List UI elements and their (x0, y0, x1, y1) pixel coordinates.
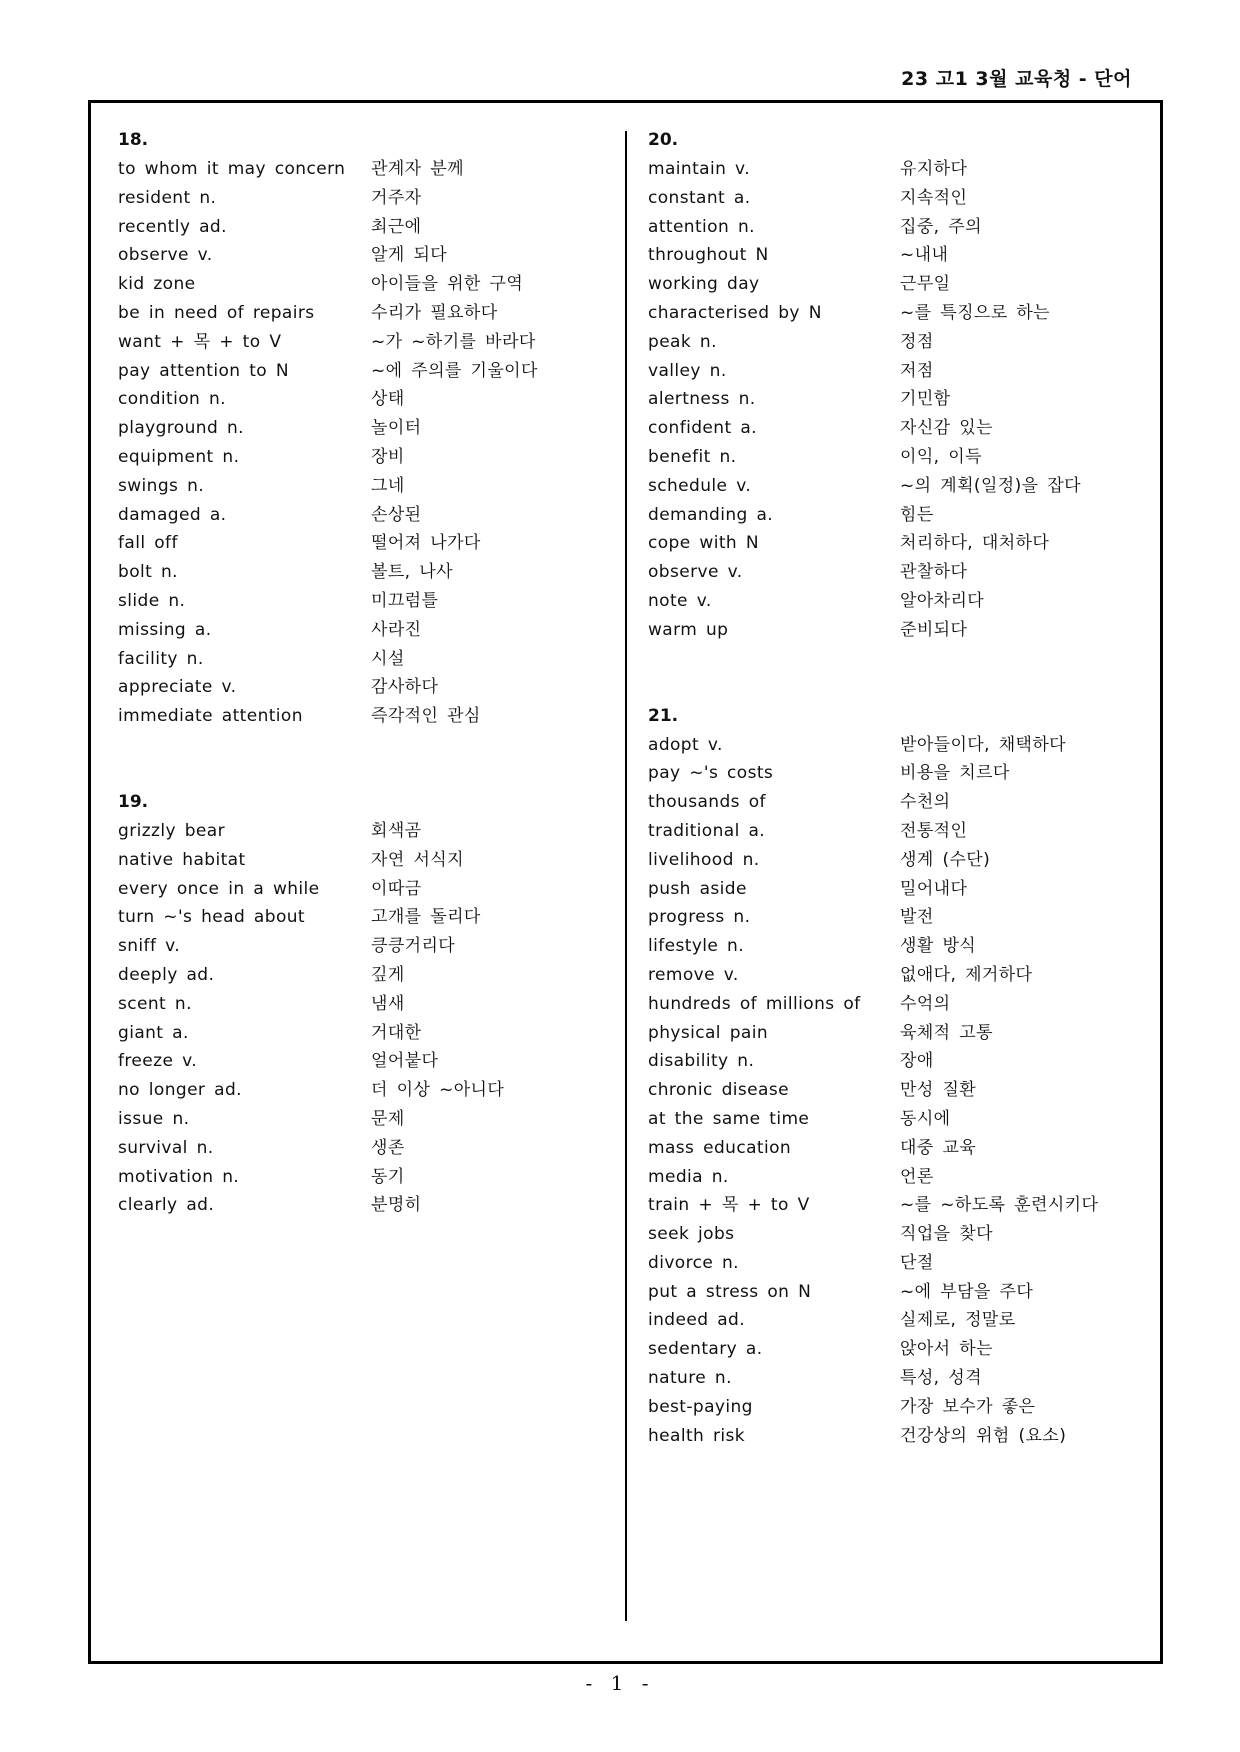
korean-meaning: 전통적인 (900, 820, 968, 841)
vocab-row (648, 817, 1148, 846)
section-title: 19. (118, 791, 149, 812)
korean-meaning: ~내내 (900, 245, 949, 266)
korean-meaning: 떨어져 나가다 (371, 533, 481, 554)
korean-meaning: 깊게 (371, 964, 405, 985)
vocab-row (118, 645, 618, 674)
korean-meaning: 동기 (371, 1166, 405, 1187)
korean-meaning: 분명히 (371, 1195, 422, 1216)
korean-meaning: 수리가 필요하다 (371, 302, 498, 323)
english-term: mass education (648, 1137, 792, 1158)
english-term: slide n. (118, 590, 186, 611)
vocab-row (648, 731, 1148, 760)
korean-meaning: 손상된 (371, 504, 422, 525)
english-term: traditional a. (648, 820, 766, 841)
vocab-row (648, 1422, 1148, 1451)
english-term: confident a. (648, 418, 757, 439)
korean-meaning: 관계자 분께 (371, 159, 464, 179)
vocab-row (648, 385, 1148, 414)
english-term: seek jobs (648, 1224, 735, 1245)
korean-meaning: 가장 보수가 좋은 (900, 1396, 1036, 1417)
english-term: be in need of repairs (118, 302, 315, 323)
vocab-row (648, 903, 1148, 932)
english-term: recently ad. (118, 216, 227, 237)
english-term: sniff v. (118, 936, 181, 957)
english-term: observe v. (648, 562, 743, 583)
english-term: motivation n. (118, 1166, 240, 1187)
korean-meaning: 문제 (371, 1108, 405, 1129)
vocab-row (648, 990, 1148, 1019)
vocab-row (118, 529, 618, 558)
english-term: best-paying (648, 1396, 753, 1417)
korean-meaning: ~에 부담을 주다 (900, 1281, 1034, 1302)
vocab-row (648, 558, 1148, 587)
korean-meaning: 장비 (371, 446, 405, 467)
vocab-row (648, 1019, 1148, 1048)
section-gap (118, 731, 618, 788)
english-term: kid zone (118, 274, 196, 295)
english-term: every once in a while (118, 878, 320, 899)
korean-meaning: 즉각적인 관심 (371, 706, 481, 727)
english-term: peak n. (648, 331, 717, 352)
english-term: benefit n. (648, 446, 737, 467)
english-term: constant a. (648, 187, 751, 208)
english-term: missing a. (118, 619, 212, 640)
korean-meaning: 정점 (900, 331, 934, 352)
korean-meaning: 유지하다 (900, 159, 968, 179)
english-term: want + 목 + to V (118, 331, 282, 352)
vocab-row (118, 1019, 618, 1048)
english-term: immediate attention (118, 706, 303, 727)
korean-meaning: 준비되다 (900, 619, 968, 640)
vocab-row (648, 875, 1148, 904)
english-term: native habitat (118, 849, 246, 870)
korean-meaning: 앉아서 하는 (900, 1339, 993, 1360)
vocab-list (118, 817, 618, 1220)
vocab-row (118, 241, 618, 270)
english-term: turn ~'s head about (118, 907, 305, 928)
english-term: train + 목 + to V (648, 1195, 810, 1216)
english-term: working day (648, 274, 760, 295)
vocab-row (118, 299, 618, 328)
vocab-row (118, 558, 618, 587)
english-term: facility n. (118, 648, 204, 669)
english-term: cope with N (648, 533, 759, 554)
vocab-row (648, 1191, 1148, 1220)
korean-meaning: 지속적인 (900, 187, 968, 208)
korean-meaning: ~가 ~하기를 바라다 (371, 331, 536, 352)
vocab-row (648, 587, 1148, 616)
vocab-row (118, 990, 618, 1019)
korean-meaning: 알게 되다 (371, 245, 448, 266)
page-number: - 1 - (585, 1671, 655, 1695)
vocab-row (648, 1306, 1148, 1335)
vocab-row (648, 1220, 1148, 1249)
english-term: thousands of (648, 792, 766, 813)
english-term: survival n. (118, 1137, 214, 1158)
korean-meaning: 고개를 돌리다 (371, 907, 481, 928)
vocab-row (648, 1249, 1148, 1278)
vocab-row (118, 1134, 618, 1163)
vocab-row (118, 1105, 618, 1134)
korean-meaning: 받아들이다, 채택하다 (900, 734, 1067, 755)
english-term: resident n. (118, 187, 217, 208)
vocab-row (648, 932, 1148, 961)
vocab-row (648, 501, 1148, 530)
vocab-row (648, 328, 1148, 357)
vocab-row (118, 184, 618, 213)
korean-meaning: 거주자 (371, 187, 422, 208)
english-term: chronic disease (648, 1080, 789, 1101)
english-term: schedule v. (648, 475, 752, 496)
vocab-row (648, 1278, 1148, 1307)
korean-meaning: ~를 ~하도록 훈련시키다 (900, 1195, 1099, 1216)
vocab-row (648, 155, 1148, 184)
vocab-row (648, 270, 1148, 299)
vocab-list (648, 731, 1148, 1451)
vocab-row (648, 846, 1148, 875)
vocab-row (648, 241, 1148, 270)
english-term: health risk (648, 1425, 746, 1446)
english-term: demanding a. (648, 504, 774, 525)
korean-meaning: 언론 (900, 1166, 934, 1187)
korean-meaning: 근무일 (900, 274, 951, 295)
korean-meaning: 대중 교육 (900, 1137, 977, 1158)
vocab-row (118, 587, 618, 616)
english-term: playground n. (118, 418, 244, 439)
vocab-row (118, 155, 618, 184)
korean-meaning: 알아차리다 (900, 590, 985, 611)
korean-meaning: 냄새 (371, 993, 405, 1014)
english-term: scent n. (118, 993, 192, 1014)
korean-meaning: 거대한 (371, 1022, 422, 1043)
korean-meaning: 단절 (900, 1252, 934, 1273)
section-title: 20. (648, 130, 679, 150)
english-term: throughout N (648, 245, 769, 266)
english-term: observe v. (118, 245, 213, 266)
english-term: grizzly bear (118, 820, 225, 841)
section-title: 21. (648, 705, 679, 726)
english-term: hundreds of millions of (648, 993, 861, 1014)
english-term: lifestyle n. (648, 936, 745, 957)
korean-meaning: 힘든 (900, 504, 934, 525)
korean-meaning: 기민함 (900, 389, 951, 410)
vocab-row (118, 357, 618, 386)
korean-meaning: 실제로, 정말로 (900, 1310, 1016, 1331)
korean-meaning: 더 이상 ~아니다 (371, 1080, 505, 1101)
korean-meaning: 시설 (371, 648, 405, 669)
korean-meaning: 장애 (900, 1051, 934, 1072)
korean-meaning: 생계 (수단) (900, 849, 991, 870)
korean-meaning: 없애다, 제거하다 (900, 964, 1033, 985)
korean-meaning: 자신감 있는 (900, 418, 993, 439)
korean-meaning: 밀어내다 (900, 878, 968, 899)
section-title: 18. (118, 130, 149, 150)
korean-meaning: 만성 질환 (900, 1080, 977, 1101)
section-20 (648, 126, 1148, 645)
column-divider (625, 131, 627, 1621)
korean-meaning: 수억의 (900, 993, 951, 1014)
right-column (648, 126, 1148, 1450)
korean-meaning: ~를 특징으로 하는 (900, 302, 1051, 323)
english-term: sedentary a. (648, 1339, 763, 1360)
english-term: physical pain (648, 1022, 769, 1043)
section-21 (648, 702, 1148, 1451)
korean-meaning: 최근에 (371, 216, 422, 237)
left-column (118, 126, 618, 1220)
korean-meaning: 특성, 성격 (900, 1368, 982, 1389)
vocab-row (648, 1134, 1148, 1163)
vocab-row (648, 1364, 1148, 1393)
section-18 (118, 126, 618, 731)
english-term: adopt v. (648, 734, 723, 755)
section-gap (648, 645, 1148, 702)
korean-meaning: 그네 (371, 475, 405, 496)
vocab-row (118, 1191, 618, 1220)
vocab-row (648, 184, 1148, 213)
english-term: push aside (648, 878, 747, 899)
korean-meaning: 집중, 주의 (900, 216, 982, 237)
english-term: clearly ad. (118, 1195, 215, 1216)
english-term: pay ~'s costs (648, 763, 774, 784)
korean-meaning: 자연 서식지 (371, 849, 464, 870)
english-term: issue n. (118, 1108, 190, 1129)
korean-meaning: 이익, 이득 (900, 446, 982, 467)
vocab-row (118, 1163, 618, 1192)
vocab-row (118, 1047, 618, 1076)
korean-meaning: 수천의 (900, 792, 951, 813)
korean-meaning: 생활 방식 (900, 936, 977, 957)
vocab-row (118, 702, 618, 731)
document-title: 23 고1 3월 교육청 - 단어 (901, 68, 1132, 90)
vocab-row (648, 1393, 1148, 1422)
vocab-row (648, 529, 1148, 558)
english-term: to whom it may concern (118, 159, 346, 179)
korean-meaning: 볼트, 나사 (371, 562, 453, 583)
korean-meaning: 사라진 (371, 619, 422, 640)
vocab-row (118, 1076, 618, 1105)
korean-meaning: 건강상의 위험 (요소) (900, 1425, 1067, 1446)
vocab-row (118, 328, 618, 357)
english-term: progress n. (648, 907, 751, 928)
vocab-row (118, 385, 618, 414)
english-term: maintain v. (648, 159, 751, 179)
vocab-row (118, 213, 618, 242)
vocab-row (648, 443, 1148, 472)
korean-meaning: 회색곰 (371, 820, 422, 841)
english-term: nature n. (648, 1368, 732, 1389)
vocab-row (648, 1105, 1148, 1134)
vocab-row (648, 961, 1148, 990)
vocab-row (118, 932, 618, 961)
korean-meaning: 비용을 치르다 (900, 763, 1010, 784)
vocab-row (118, 472, 618, 501)
vocab-row (648, 414, 1148, 443)
vocab-row (118, 616, 618, 645)
vocab-row (118, 817, 618, 846)
vocab-row (118, 846, 618, 875)
vocab-row (648, 299, 1148, 328)
section-19 (118, 788, 618, 1220)
vocab-row (648, 1335, 1148, 1364)
vocab-list (648, 155, 1148, 645)
korean-meaning: 상태 (371, 389, 405, 410)
english-term: at the same time (648, 1108, 810, 1129)
korean-meaning: 얼어붙다 (371, 1051, 439, 1072)
korean-meaning: 관찰하다 (900, 562, 968, 583)
vocab-row (118, 414, 618, 443)
english-term: no longer ad. (118, 1080, 242, 1101)
korean-meaning: 직업을 찾다 (900, 1224, 993, 1245)
vocab-row (648, 616, 1148, 645)
vocab-row (648, 357, 1148, 386)
english-term: attention n. (648, 216, 755, 237)
vocab-row (648, 1047, 1148, 1076)
korean-meaning: 발전 (900, 907, 934, 928)
korean-meaning: 생존 (371, 1137, 405, 1158)
english-term: valley n. (648, 360, 727, 381)
korean-meaning: 이따금 (371, 878, 422, 899)
vocab-row (648, 1163, 1148, 1192)
english-term: alertness n. (648, 389, 756, 410)
english-term: appreciate v. (118, 677, 237, 698)
vocab-row (648, 1076, 1148, 1105)
vocab-row (118, 673, 618, 702)
korean-meaning: 감사하다 (371, 677, 439, 698)
vocab-list (118, 155, 618, 731)
english-term: warm up (648, 619, 729, 640)
english-term: bolt n. (118, 562, 178, 583)
korean-meaning: ~의 계획(일정)을 잡다 (900, 475, 1081, 496)
english-term: put a stress on N (648, 1281, 812, 1302)
vocab-row (648, 788, 1148, 817)
vocab-row (118, 501, 618, 530)
english-term: note v. (648, 590, 712, 611)
english-term: giant a. (118, 1022, 189, 1043)
vocab-row (648, 472, 1148, 501)
vocab-row (118, 443, 618, 472)
english-term: freeze v. (118, 1051, 198, 1072)
english-term: livelihood n. (648, 849, 760, 870)
korean-meaning: 육체적 고통 (900, 1022, 993, 1043)
korean-meaning: 미끄럼틀 (371, 590, 439, 611)
korean-meaning: 아이들을 위한 구역 (371, 274, 524, 295)
english-term: condition n. (118, 389, 226, 410)
english-term: equipment n. (118, 446, 240, 467)
english-term: characterised by N (648, 302, 822, 323)
korean-meaning: ~에 주의를 기울이다 (371, 360, 538, 381)
vocab-row (118, 903, 618, 932)
vocab-row (118, 875, 618, 904)
english-term: remove v. (648, 964, 739, 985)
vocab-row (648, 759, 1148, 788)
english-term: media n. (648, 1166, 729, 1187)
english-term: indeed ad. (648, 1310, 746, 1331)
korean-meaning: 놀이터 (371, 418, 422, 439)
english-term: pay attention to N (118, 360, 290, 381)
korean-meaning: 저점 (900, 360, 934, 381)
english-term: damaged a. (118, 504, 227, 525)
korean-meaning: 처리하다, 대처하다 (900, 533, 1050, 554)
korean-meaning: 킁킁거리다 (371, 936, 456, 957)
english-term: deeply ad. (118, 964, 215, 985)
vocab-row (118, 961, 618, 990)
english-term: divorce n. (648, 1252, 739, 1273)
english-term: disability n. (648, 1051, 755, 1072)
vocab-row (118, 270, 618, 299)
english-term: fall off (118, 533, 178, 554)
vocab-row (648, 213, 1148, 242)
english-term: swings n. (118, 475, 205, 496)
korean-meaning: 동시에 (900, 1108, 951, 1129)
